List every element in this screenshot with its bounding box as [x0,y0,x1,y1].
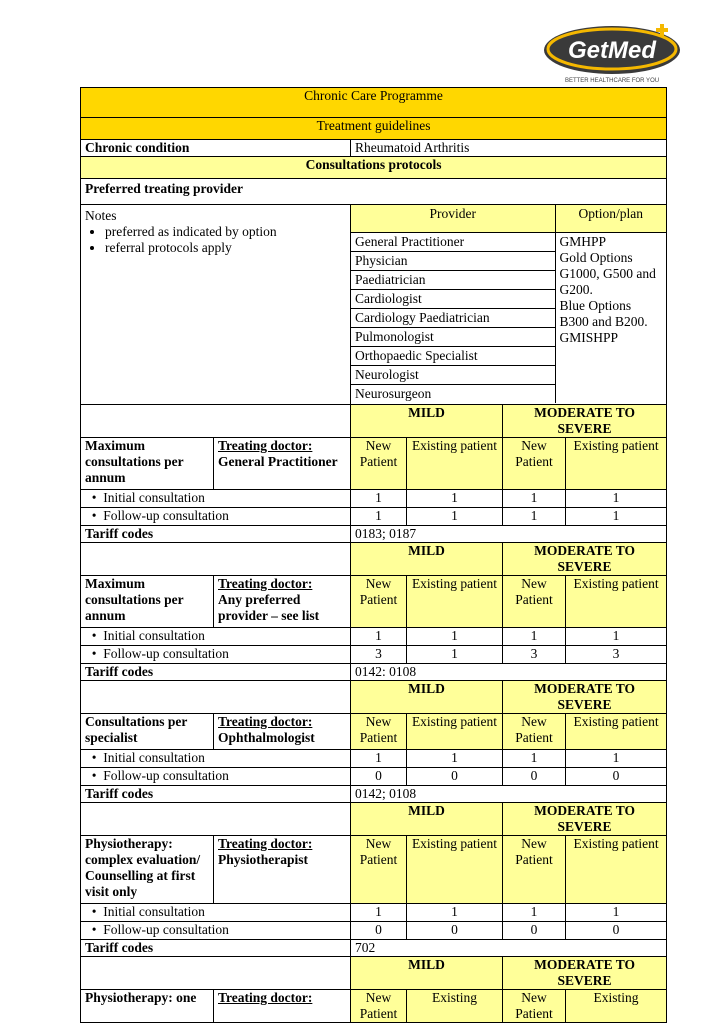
mild-header: MILD [351,681,503,714]
doctor-name: Any preferred provider – see list [218,592,320,623]
followup-value: 1 [407,646,503,664]
option-item: GMISHPP [559,329,619,345]
mild-header: MILD [351,543,503,576]
doctor-name: General Practitioner [218,454,338,469]
tariff-label: Tariff codes [81,526,351,543]
col-header: New Patient [351,990,407,1023]
initial-value: 1 [566,628,667,646]
followup-value: 3 [503,646,566,664]
section-label: Consultations per specialist [81,714,214,750]
provider-item: Physician [351,251,555,270]
initial-row-label: • Initial consultation [81,750,351,768]
followup-value: 3 [566,646,667,664]
provider-item: Orthopaedic Specialist [351,346,555,365]
col-header: New Patient [351,714,407,750]
followup-value: 0 [503,922,566,940]
followup-value: 1 [566,508,667,526]
page-subtitle: Treatment guidelines [81,118,667,140]
option-item: Blue Options B300 and B200. [559,297,648,329]
initial-value: 1 [351,628,407,646]
condition-value: Rheumatoid Arthritis [351,140,667,157]
col-header: New Patient [351,836,407,904]
provider-item: Neurologist [351,365,555,384]
treating-doctor-cell [214,576,351,628]
consult-heading: Consultations protocols [81,157,667,179]
col-header: Existing patient [407,836,503,904]
followup-value: 1 [407,508,503,526]
initial-value: 1 [566,490,667,508]
tariff-label: Tariff codes [81,664,351,681]
initial-value: 1 [566,904,667,922]
mild-header: MILD [351,405,503,438]
doctor-label: Treating doctor: [218,836,313,851]
provider-item: Neurosurgeon [351,384,555,403]
notes-label: Notes [85,208,117,223]
severe-header: MODERATE TO SEVERE [503,681,667,714]
col-header: Existing [566,990,667,1023]
followup-row-label: • Follow-up consultation [81,922,351,940]
treating-doctor-cell [214,714,351,750]
provider-item: General Practitioner [351,232,555,251]
col-header: New Patient [503,836,566,904]
treating-doctor-cell [214,438,351,490]
col-header: New Patient [351,576,407,628]
section-label: Physiotherapy: one [81,990,214,1023]
initial-value: 1 [407,750,503,768]
option-item: GMHPP [559,233,607,249]
tariff-label: Tariff codes [81,940,351,957]
followup-value: 0 [351,922,407,940]
col-header: Existing patient [566,438,667,490]
provider-item: Paediatrician [351,270,555,289]
initial-value: 1 [407,904,503,922]
notes-cell [81,205,351,405]
logo-brand: GetMed [567,37,657,64]
initial-value: 1 [503,628,566,646]
tariff-codes: 0142: 0108 [351,664,667,681]
col-header: New Patient [503,714,566,750]
followup-value: 0 [566,922,667,940]
initial-value: 1 [503,904,566,922]
tariff-label: Tariff codes [81,786,351,803]
col-header: Existing patient [566,836,667,904]
mild-header: MILD [351,957,503,990]
tariff-codes: 702 [351,940,667,957]
option-header: Option/plan [555,205,666,232]
option-item: Gold Options G1000, G500 and G200. [559,249,656,297]
preferred-label: Preferred treating provider [81,179,667,205]
initial-row-label: • Initial consultation [81,904,351,922]
doctor-label: Treating doctor: [218,714,313,729]
col-header: Existing patient [566,576,667,628]
col-header: New Patient [503,990,566,1023]
provider-table-cell [351,205,667,405]
col-header: Existing patient [407,714,503,750]
initial-value: 1 [351,904,407,922]
provider-header: Provider [351,205,555,232]
followup-value: 0 [503,768,566,786]
doctor-label: Treating doctor: [214,990,351,1023]
mild-header: MILD [351,803,503,836]
doctor-name: Ophthalmologist [218,730,315,745]
notes-item: • preferred as indicated by option [105,224,346,240]
doctor-name: Physiotherapist [218,852,309,867]
notes-item: • referral protocols apply [105,240,346,256]
followup-value: 3 [351,646,407,664]
severe-header: MODERATE TO SEVERE [503,803,667,836]
provider-item: Cardiologist [351,289,555,308]
initial-value: 1 [503,750,566,768]
tariff-codes: 0142; 0108 [351,786,667,803]
followup-value: 1 [503,508,566,526]
section-label: Physiotherapy: complex evaluation/ Counselling at first visit only [81,836,214,904]
tariff-codes: 0183; 0187 [351,526,667,543]
followup-row-label: • Follow-up consultation [81,768,351,786]
treating-doctor-cell [214,836,351,904]
initial-value: 1 [351,490,407,508]
severe-header: MODERATE TO SEVERE [503,543,667,576]
initial-value: 1 [351,750,407,768]
page-title: Chronic Care Programme [81,88,667,118]
guidelines-table [80,87,667,1023]
col-header: Existing [407,990,503,1023]
initial-value: 1 [407,490,503,508]
followup-value: 0 [407,922,503,940]
condition-label: Chronic condition [81,140,351,157]
doctor-label: Treating doctor: [218,438,313,453]
severe-header: MODERATE TO SEVERE [503,405,667,438]
section-label: Maximum consultations per annum [81,576,214,628]
followup-value: 0 [566,768,667,786]
followup-value: 0 [407,768,503,786]
option-list [555,232,666,403]
initial-value: 1 [566,750,667,768]
severe-header: MODERATE TO SEVERE [503,957,667,990]
col-header: New Patient [503,438,566,490]
initial-row-label: • Initial consultation [81,628,351,646]
initial-row-label: • Initial consultation [81,490,351,508]
initial-value: 1 [407,628,503,646]
provider-item: Pulmonologist [351,327,555,346]
initial-value: 1 [503,490,566,508]
col-header: New Patient [503,576,566,628]
provider-item: Cardiology Paediatrician [351,308,555,327]
provider-table [351,205,666,403]
col-header: New Patient [351,438,407,490]
getmed-logo [540,22,685,84]
logo-tagline: BETTER HEALTHCARE FOR YOU [564,78,660,84]
doctor-label: Treating doctor: [218,576,313,591]
followup-value: 0 [351,768,407,786]
followup-value: 1 [351,508,407,526]
followup-row-label: • Follow-up consultation [81,646,351,664]
followup-row-label: • Follow-up consultation [81,508,351,526]
section-label: Maximum consultations per annum [81,438,214,490]
col-header: Existing patient [566,714,667,750]
col-header: Existing patient [407,438,503,490]
col-header: Existing patient [407,576,503,628]
